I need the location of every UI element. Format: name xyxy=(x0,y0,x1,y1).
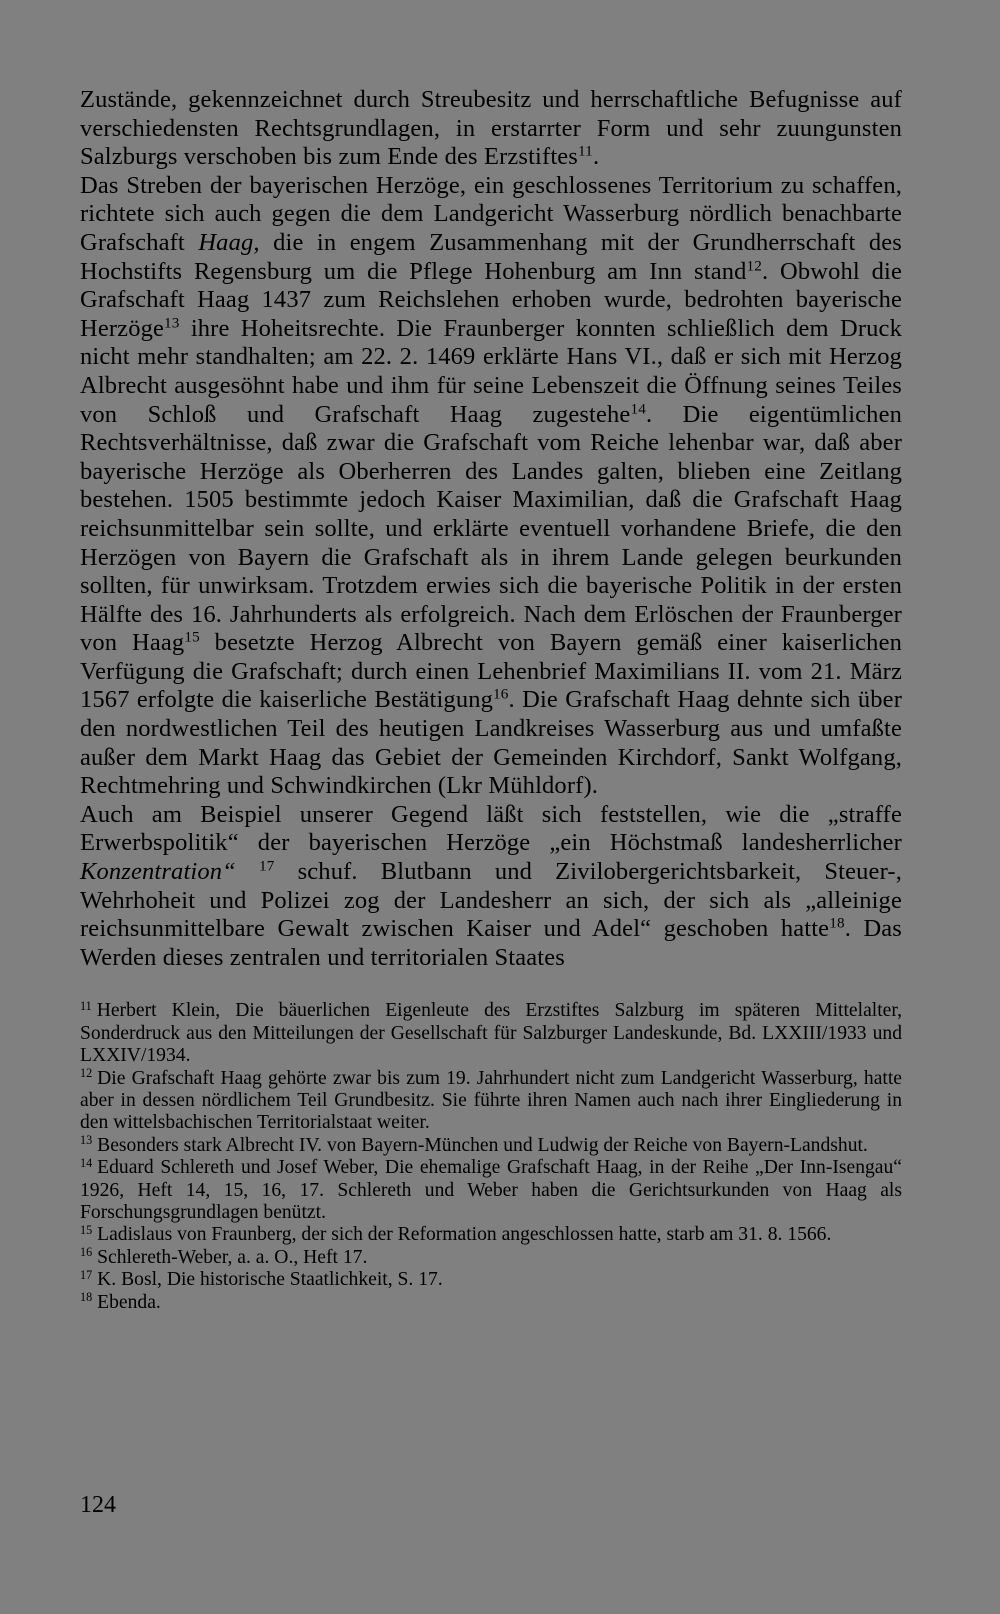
footnote-text: Eduard Schlereth und Josef Weber, Die ehemalige Grafschaft Haag, in der Reihe „Der Inn-Isengau“ 1926, Heft 14, 15, 16, 17. Schlereth und Weber haben die Gerichtsurkunden von Haag als Forschungsgrundlagen benützt. xyxy=(80,1157,902,1224)
text-segment: die in engem Zusammenhang mit der Grundherrschaft des Hochstifts Regensburg um die Pflege Hohenburg am Inn stand xyxy=(80,228,902,285)
footnote-number: 16 xyxy=(80,1245,93,1260)
text-segment: besetzte Herzog Albrecht von Bayern gemäß einer kaiserlichen Verfügung die Grafschaft; durch einen Lehenbrief Maximilians II. vom 21. März 1567 erfolgte die kaiserliche Bestätigung xyxy=(80,629,902,714)
footnote-text: K. Bosl, Die historische Staatlichkeit, S. 17. xyxy=(97,1269,443,1291)
text-segment xyxy=(236,858,259,885)
footnote-text: Die Grafschaft Haag gehörte zwar bis zum 19. Jahrhundert nicht zum Landgericht Wasserburg, hatte aber in dessen nördlichem Teil Grundbesitz. Sie führte ihren Namen auch nach ihrer Eingliederung in den wittelsbachischen Territorialstaat weiter. xyxy=(80,1067,902,1134)
text-segment: . Die Grafschaft Haag dehnte sich über den nordwestlichen Teil des heutigen Landkreises Wasserburg aus und umfaßte außer dem Markt Haag das Gebiet der Gemeinden Kirchdorf, Sankt Wolfgang, Rechtmehring und Schwindkirchen (Lkr Mühldorf). xyxy=(80,686,903,800)
footnote-reference: 12 xyxy=(746,257,763,275)
footnote-number: 17 xyxy=(80,1267,93,1282)
footnote-reference: 17 xyxy=(259,857,275,875)
footnote-reference: 18 xyxy=(829,914,845,932)
footnotes xyxy=(80,1000,902,1314)
page-number: 124 xyxy=(80,1492,116,1518)
footnote xyxy=(80,1292,902,1314)
footnote xyxy=(80,1269,902,1291)
text-segment: Auch am Beispiel unserer Gegend läßt sich feststellen, wie die „straffe Erwerbspolitik“ der bayerischen Herzöge „ein Höchstmaß landesherrlicher xyxy=(80,800,902,857)
emphasized-text: Haag, xyxy=(198,228,260,256)
document-page xyxy=(80,86,902,1314)
footnote xyxy=(80,1135,902,1157)
footnote-number: 13 xyxy=(80,1133,93,1148)
footnote xyxy=(80,1000,902,1067)
footnote-number: 15 xyxy=(80,1222,93,1237)
footnote-number: 11 xyxy=(80,998,92,1013)
text-segment: . Die eigentümlichen Rechtsverhältnisse, daß zwar die Grafschaft vom Reiche lehenbar war, daß aber bayerische Herzöge als Oberherren des Landes galten, blieben eine Zeitlang bestehen. 1505 bestimmte jedoch Kaiser Maximilian, daß die Grafschaft Haag reichsunmittelbar sein sollte, und erklärte eventuell vorhandene Briefe, die den Herzögen von Bayern die Grafschaft als in ihrem Lande gelegen beurkunden sollten, für unwirksam. Trotzdem erwies sich die bayerische Politik in der ersten Hälfte des 16. Jahrhunderts als erfolgreich. Nach dem Erlöschen der Fraunberger von Haag xyxy=(80,400,902,657)
footnote xyxy=(80,1065,902,1135)
text-segment: . Das Werden dieses zentralen und territorialen Staates xyxy=(80,915,902,971)
footnote-text: Ebenda. xyxy=(97,1291,161,1313)
emphasized-text: Konzentration“ xyxy=(80,858,236,886)
footnote xyxy=(80,1247,902,1269)
footnote-reference: 15 xyxy=(184,628,200,646)
text-segment: ihre Hoheitsrechte. Die Fraunberger konnten schließlich dem Druck nicht mehr standhalten; am 22. 2. 1469 erklärte Hans VI., daß er sich mit Herzog Albrecht ausgesöhnt habe und ihm für seine Lebenszeit die Öffnung seines Teiles von Schloß und Grafschaft Haag zugestehe xyxy=(80,314,902,428)
footnote xyxy=(80,1157,902,1224)
text-segment: Zustände, gekennzeichnet durch Streubesitz und herrschaftliche Befugnisse auf verschiedensten Rechtsgrundlagen, in erstarrter Form und sehr zuungunsten Salzburgs verschoben bis zum Ende des Erzstiftes xyxy=(80,86,902,171)
text-segment: . Obwohl die Grafschaft Haag 1437 zum Reichslehen erhoben wurde, bedrohten bayerische Herzöge xyxy=(80,257,902,342)
footnote-number: 14 xyxy=(80,1155,93,1170)
paragraph xyxy=(80,801,902,973)
footnote-number: 12 xyxy=(80,1065,93,1080)
footnote-reference: 14 xyxy=(630,400,646,418)
footnote-number: 18 xyxy=(80,1290,93,1305)
footnote-reference: 11 xyxy=(578,142,593,160)
footnote-text: Herbert Klein, Die bäuerlichen Eigenleute des Erzstiftes Salzburg im späteren Mittelalter, Sonderdruck aus den Mitteilungen der Gesellschaft für Salzburger Landeskunde, Bd. LXXIII/1933 und LXXIV/1934. xyxy=(80,1000,902,1067)
text-segment: . xyxy=(592,143,600,171)
footnote-reference: 16 xyxy=(493,686,509,704)
footnote-text: Schlereth-Weber, a. a. O., Heft 17. xyxy=(97,1246,368,1268)
footnote-text: Ladislaus von Fraunberg, der sich der Reformation angeschlossen hatte, starb am 31. 8. 1566. xyxy=(97,1224,832,1246)
footnote xyxy=(80,1224,902,1246)
footnote-reference: 13 xyxy=(164,314,180,332)
footnote-text: Besonders stark Albrecht IV. von Bayern-München und Ludwig der Reiche von Bayern-Landshut. xyxy=(97,1134,868,1156)
text-segment: Das Streben der bayerischen Herzöge, ein geschlossenes Territorium zu schaffen, richtete sich auch gegen die dem Landgericht Wasserburg nördlich benachbarte Grafschaft xyxy=(80,171,902,256)
paragraph xyxy=(80,172,902,801)
text-segment: schuf. Blutbann und Zivilobergerichtsbarkeit, Steuer-, Wehrhoheit und Polizei zog der Landesherr an sich, der sich als „alleinige reichsunmittelbare Gewalt zwischen Kaiser und Adel“ geschoben hatte xyxy=(80,858,902,943)
paragraph xyxy=(80,86,902,172)
body-text xyxy=(80,86,902,972)
